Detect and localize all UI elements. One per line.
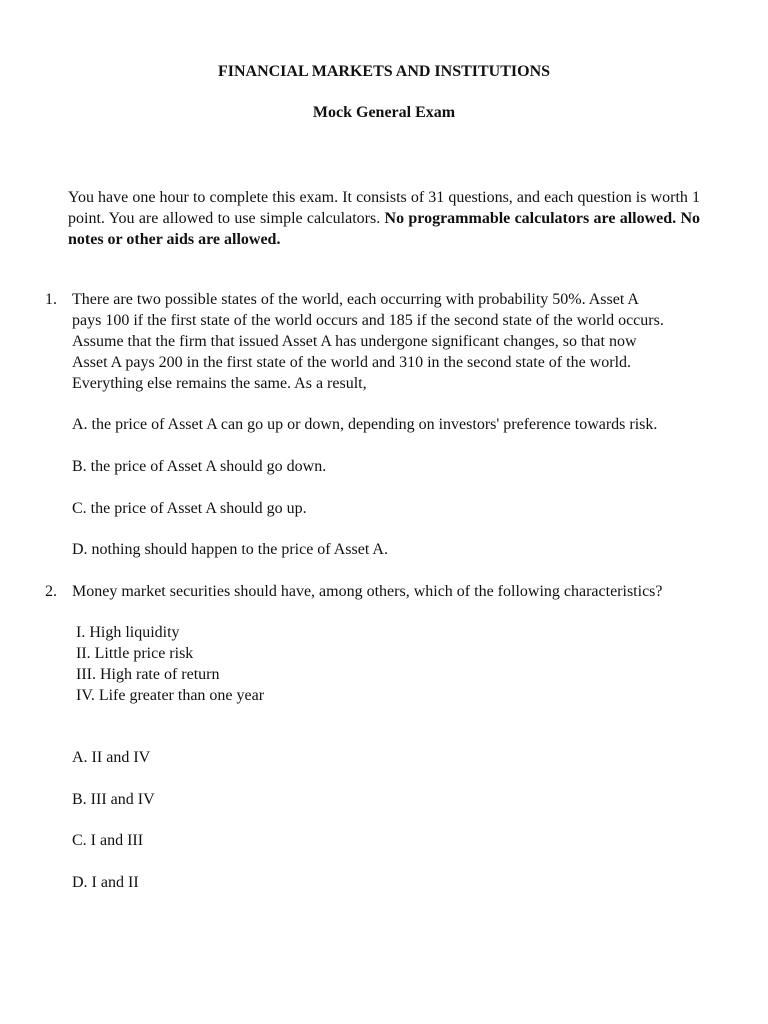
instructions-bold-text: No programmable calculators are allowed. No notes or other aids are allowed.: [68, 210, 701, 248]
question-2-item-1: I. High liquidity: [76, 624, 180, 641]
exam-subtitle: Mock General Exam: [312, 104, 456, 121]
exam-title: FINANCIAL MARKETS AND INSTITUTIONS: [217, 63, 551, 80]
question-1-option-b: B. the price of Asset A should go down.: [72, 458, 327, 475]
question-1-option-a: A. the price of Asset A can go up or down, depending on investors' preference towards risk.: [72, 416, 658, 433]
question-2-option-c: C. I and III: [72, 832, 144, 849]
question-2-option-d: D. I and II: [72, 874, 139, 891]
question-2-option-a: A. II and IV: [72, 749, 151, 766]
question-2-item-4: IV. Life greater than one year: [76, 687, 265, 704]
question-1-line-2: pays 100 if the first state of the world occurs and 185 if the second state of the world occurs.: [72, 312, 664, 329]
question-2-option-b: B. III and IV: [72, 791, 155, 808]
exam-instructions: [68, 187, 700, 250]
question-2-item-3: III. High rate of return: [76, 666, 220, 683]
question-2-item-2: II. Little price risk: [76, 645, 194, 662]
question-2-number: 2.: [45, 583, 57, 600]
question-1-line-1: There are two possible states of the world, each occurring with probability 50%. Asset A: [72, 291, 639, 308]
question-1-line-4: Asset A pays 200 in the first state of the world and 310 in the second state of the world.: [72, 354, 632, 371]
question-1-option-d: D. nothing should happen to the price of Asset A.: [72, 541, 388, 558]
question-2-text: Money market securities should have, among others, which of the following characteristics?: [72, 583, 663, 600]
question-1-option-c: C. the price of Asset A should go up.: [72, 500, 307, 517]
instructions-text: You have one hour to complete this exam. It consists of 31 questions, and each question is worth 1 point. You are allowed to use simple calculators.: [68, 189, 700, 227]
question-1-line-5: Everything else remains the same. As a result,: [72, 375, 367, 392]
question-1-number: 1.: [45, 291, 57, 308]
question-1-line-3: Assume that the firm that issued Asset A has undergone significant changes, so that now: [72, 333, 637, 350]
